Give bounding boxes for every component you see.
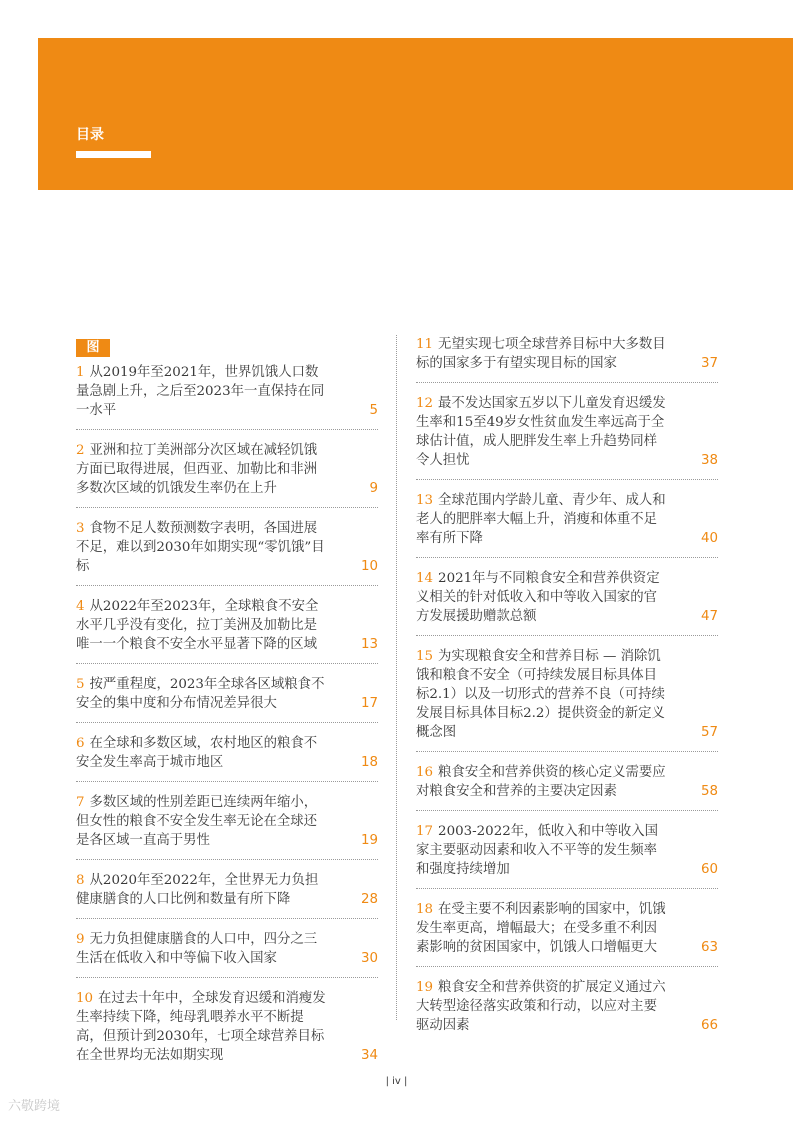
entry-number: 11 <box>416 337 434 352</box>
entry-page-number: 58 <box>700 784 718 799</box>
entry-number: 5 <box>76 677 85 692</box>
entry-number: 8 <box>76 873 85 888</box>
entry-title: 粮食安全和营养供资的核心定义需要应对粮食安全和营养的主要决定因素 <box>416 765 666 799</box>
toc-entry[interactable] <box>416 335 718 373</box>
section-label: 图 <box>76 339 110 357</box>
entry-number: 4 <box>76 599 85 614</box>
entry-page-number: 60 <box>700 862 718 877</box>
toc-entry[interactable] <box>76 519 378 576</box>
entry-title: 亚洲和拉丁美洲部分次区域在减轻饥饿方面已取得进展，但西亚、加勒比和非洲多数次区域的饥饿发生率仍在上升 <box>76 443 318 496</box>
entry-page-number: 13 <box>360 637 378 652</box>
toc-entry[interactable] <box>416 822 718 879</box>
entry-title: 从2020年至2022年，全世界无力负担健康膳食的人口比例和数量有所下降 <box>76 873 319 907</box>
entry-number: 9 <box>76 932 85 947</box>
toc-entry[interactable] <box>416 491 718 548</box>
entry-title: 从2019年至2021年，世界饥饿人口数量急剧上升，之后至2023年一直保持在同一水平 <box>76 365 325 418</box>
toc-entry[interactable] <box>416 394 718 470</box>
toc-right-column <box>416 335 718 1035</box>
entry-title: 为实现粮食安全和营养目标 — 消除饥饿和粮食不安全（可持续发展目标具体目标2.1）以及一切形式的营养不良（可持续发展目标具体目标2.2）提供资金的新定义概念图 <box>416 649 665 740</box>
toc-entry[interactable] <box>76 597 378 654</box>
entry-separator <box>416 810 718 811</box>
entry-number: 10 <box>76 991 94 1006</box>
toc-entry[interactable] <box>76 675 378 713</box>
entry-number: 3 <box>76 521 85 536</box>
entry-title: 在全球和多数区域，农村地区的粮食不安全发生率高于城市地区 <box>76 736 318 770</box>
entry-number: 18 <box>416 902 434 917</box>
entry-separator <box>416 888 718 889</box>
entry-page-number: 19 <box>360 833 378 848</box>
entry-number: 19 <box>416 980 434 995</box>
entry-title: 无力负担健康膳食的人口中，四分之三生活在低收入和中等偏下收入国家 <box>76 932 318 966</box>
entry-separator <box>416 382 718 383</box>
entry-page-number: 66 <box>700 1018 718 1033</box>
entry-page-number: 30 <box>360 951 378 966</box>
entry-page-number: 38 <box>700 453 718 468</box>
toc-entry[interactable] <box>76 734 378 772</box>
entry-separator <box>76 507 378 508</box>
entry-title: 最不发达国家五岁以下儿童发育迟缓发生率和15至49岁女性贫血发生率远高于全球估计值，成人肥胖发生率上升趋势同样令人担忧 <box>416 396 666 468</box>
entry-title: 在受主要不利因素影响的国家中，饥饿发生率更高，增幅最大；在受多重不利因素影响的贫困国家中，饥饿人口增幅更大 <box>416 902 666 955</box>
entry-page-number: 37 <box>700 356 718 371</box>
toc-entry[interactable] <box>416 763 718 801</box>
entry-separator <box>76 663 378 664</box>
entry-separator <box>416 751 718 752</box>
entry-page-number: 5 <box>369 403 378 418</box>
column-divider <box>396 335 397 1020</box>
toc-left-column <box>76 363 378 1065</box>
entry-number: 15 <box>416 649 434 664</box>
entry-number: 7 <box>76 795 85 810</box>
toc-entry[interactable] <box>416 978 718 1035</box>
toc-entry[interactable] <box>416 647 718 742</box>
entry-title: 全球范围内学龄儿童、青少年、成人和老人的肥胖率大幅上升，消瘦和体重不足率有所下降 <box>416 493 666 546</box>
entry-title: 2021年与不同粮食安全和营养供资定义相关的针对低收入和中等收入国家的官方发展援助赠款总额 <box>416 571 660 624</box>
toc-entry[interactable] <box>76 441 378 498</box>
entry-separator <box>416 635 718 636</box>
entry-title: 食物不足人数预测数字表明，各国进展不足，难以到2030年如期实现“零饥饿”目标 <box>76 521 325 574</box>
entry-separator <box>76 585 378 586</box>
toc-entry[interactable] <box>76 363 378 420</box>
entry-number: 6 <box>76 736 85 751</box>
entry-separator <box>76 977 378 978</box>
entry-page-number: 40 <box>700 531 718 546</box>
entry-separator <box>76 722 378 723</box>
entry-separator <box>76 918 378 919</box>
entry-page-number: 9 <box>369 481 378 496</box>
entry-page-number: 18 <box>360 755 378 770</box>
entry-page-number: 63 <box>700 940 718 955</box>
toc-entry[interactable] <box>416 900 718 957</box>
entry-page-number: 47 <box>700 609 718 624</box>
entry-title: 从2022年至2023年，全球粮食不安全水平几乎没有变化，拉丁美洲及加勒比是唯一一个粮食不安全水平显著下降的区域 <box>76 599 319 652</box>
entry-title: 多数区域的性别差距已连续两年缩小，但女性的粮食不安全发生率无论在全球还是各区域一直高于男性 <box>76 795 318 848</box>
entry-page-number: 57 <box>700 725 718 740</box>
entry-page-number: 34 <box>360 1048 378 1063</box>
toc-entry[interactable] <box>76 793 378 850</box>
header-banner <box>38 38 793 190</box>
page-title: 目录 <box>76 127 104 143</box>
entry-number: 12 <box>416 396 434 411</box>
page-number: | iv | <box>385 1076 408 1087</box>
entry-title: 在过去十年中，全球发育迟缓和消瘦发生率持续下降，纯母乳喂养水平不断提高，但预计到2030年，七项全球营养目标在全世界均无法如期实现 <box>76 991 326 1063</box>
title-underline <box>76 151 151 158</box>
entry-separator <box>416 966 718 967</box>
entry-number: 17 <box>416 824 434 839</box>
toc-entry[interactable] <box>76 871 378 909</box>
entry-number: 16 <box>416 765 434 780</box>
toc-entry[interactable] <box>76 989 378 1065</box>
entry-number: 13 <box>416 493 434 508</box>
entry-page-number: 17 <box>360 696 378 711</box>
entry-separator <box>416 557 718 558</box>
watermark-logo: 六敬跨境 <box>8 1099 61 1114</box>
entry-title: 按严重程度，2023年全球各区域粮食不安全的集中度和分布情况差异很大 <box>76 677 325 711</box>
entry-number: 14 <box>416 571 434 586</box>
entry-page-number: 28 <box>360 892 378 907</box>
entry-title: 粮食安全和营养供资的扩展定义通过六大转型途径落实政策和行动，以应对主要驱动因素 <box>416 980 666 1033</box>
entry-number: 2 <box>76 443 85 458</box>
entry-title: 无望实现七项全球营养目标中大多数目标的国家多于有望实现目标的国家 <box>416 337 666 371</box>
entry-separator <box>76 429 378 430</box>
entry-title: 2003-2022年，低收入和中等收入国家主要驱动因素和收入不平等的发生频率和强度持续增加 <box>416 824 659 877</box>
toc-entry[interactable] <box>416 569 718 626</box>
entry-separator <box>76 859 378 860</box>
entry-separator <box>76 781 378 782</box>
entry-separator <box>416 479 718 480</box>
toc-entry[interactable] <box>76 930 378 968</box>
entry-page-number: 10 <box>360 559 378 574</box>
entry-number: 1 <box>76 365 85 380</box>
